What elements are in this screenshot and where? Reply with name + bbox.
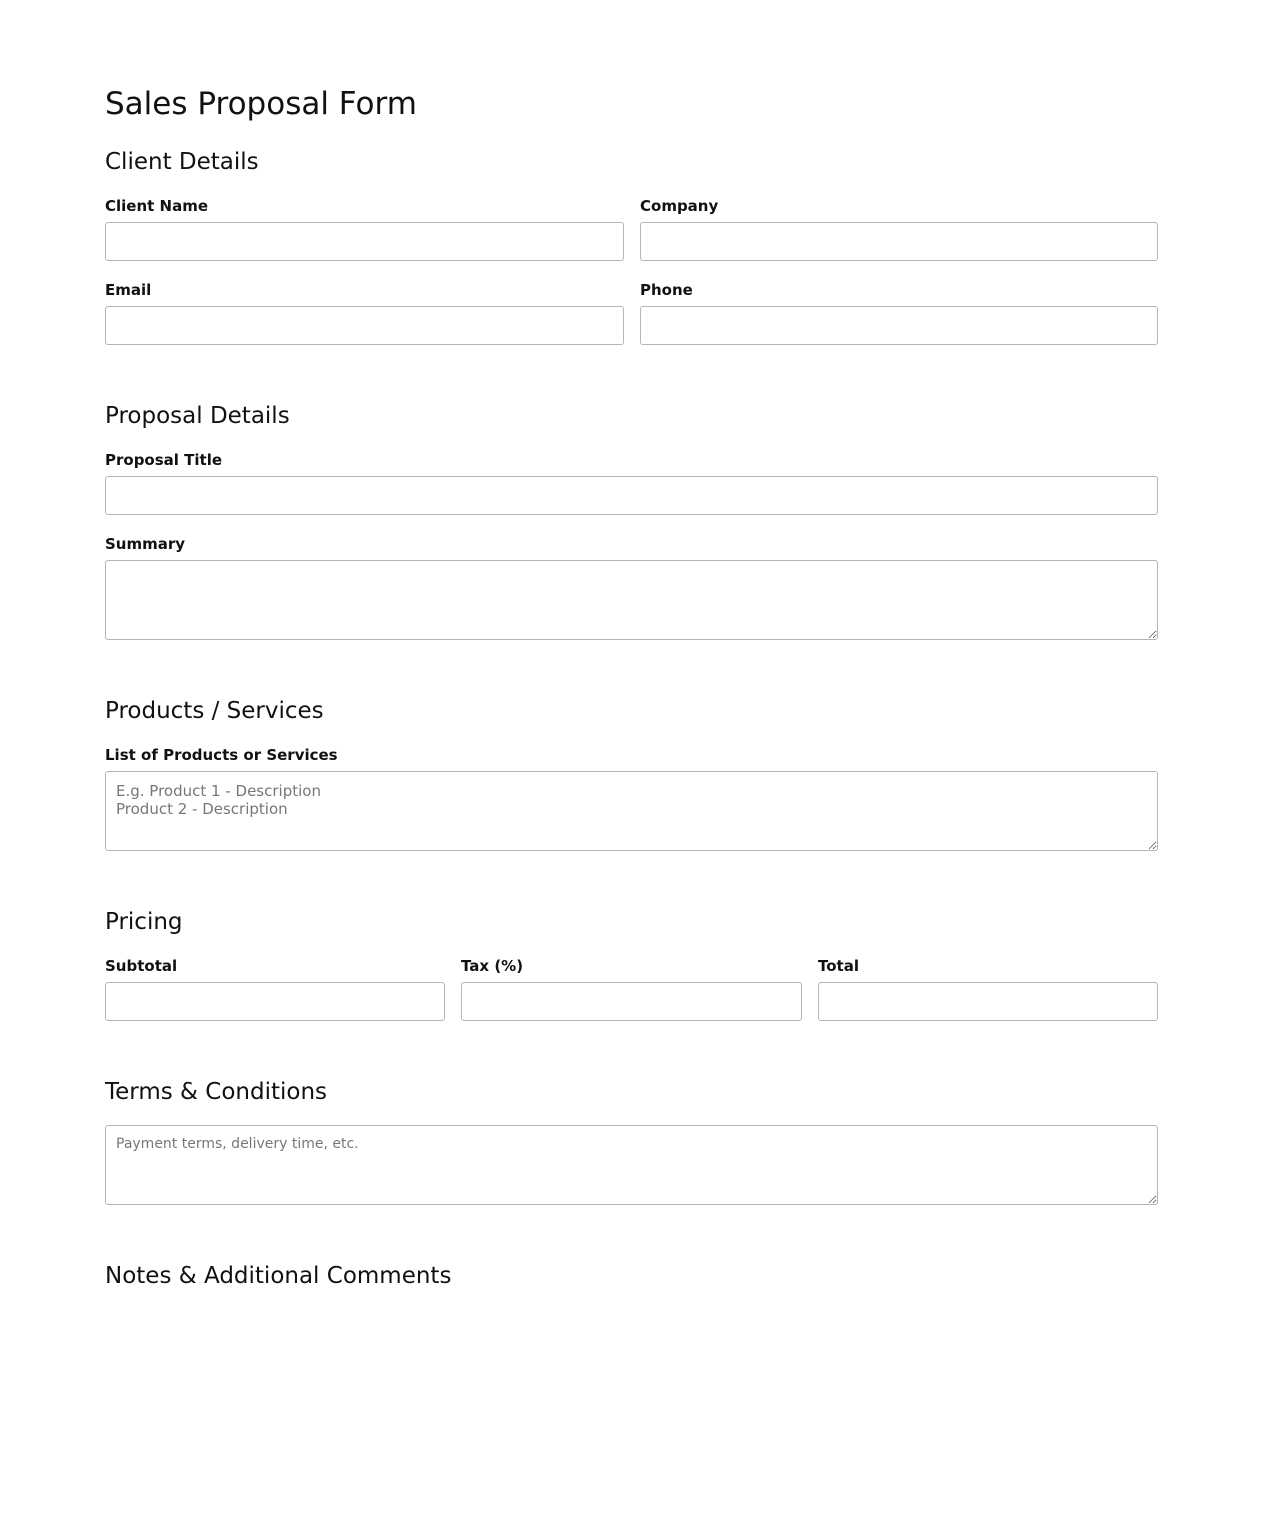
notes-heading: Notes & Additional Comments (105, 1263, 452, 1289)
terms-textarea[interactable] (105, 1125, 1158, 1205)
products-list-textarea[interactable] (105, 771, 1158, 851)
total-input[interactable] (818, 982, 1158, 1021)
subtotal-label: Subtotal (105, 957, 178, 975)
phone-input[interactable] (640, 306, 1158, 345)
proposal-title-input[interactable] (105, 476, 1158, 515)
tax-label: Tax (%) (461, 957, 524, 975)
proposal-title-label: Proposal Title (105, 451, 223, 469)
products-list-label: List of Products or Services (105, 746, 338, 764)
company-label: Company (640, 197, 719, 215)
page-title: Sales Proposal Form (105, 86, 417, 122)
pricing-heading: Pricing (105, 909, 183, 935)
email-label: Email (105, 281, 152, 299)
proposal-details-heading: Proposal Details (105, 403, 290, 429)
total-label: Total (818, 957, 859, 975)
summary-textarea[interactable] (105, 560, 1158, 640)
phone-label: Phone (640, 281, 693, 299)
company-input[interactable] (640, 222, 1158, 261)
tax-input[interactable] (461, 982, 802, 1021)
subtotal-input[interactable] (105, 982, 445, 1021)
client-details-heading: Client Details (105, 149, 259, 175)
client-name-label: Client Name (105, 197, 209, 215)
summary-label: Summary (105, 535, 186, 553)
products-heading: Products / Services (105, 698, 324, 724)
terms-heading: Terms & Conditions (105, 1079, 328, 1105)
email-input[interactable] (105, 306, 624, 345)
client-name-input[interactable] (105, 222, 624, 261)
